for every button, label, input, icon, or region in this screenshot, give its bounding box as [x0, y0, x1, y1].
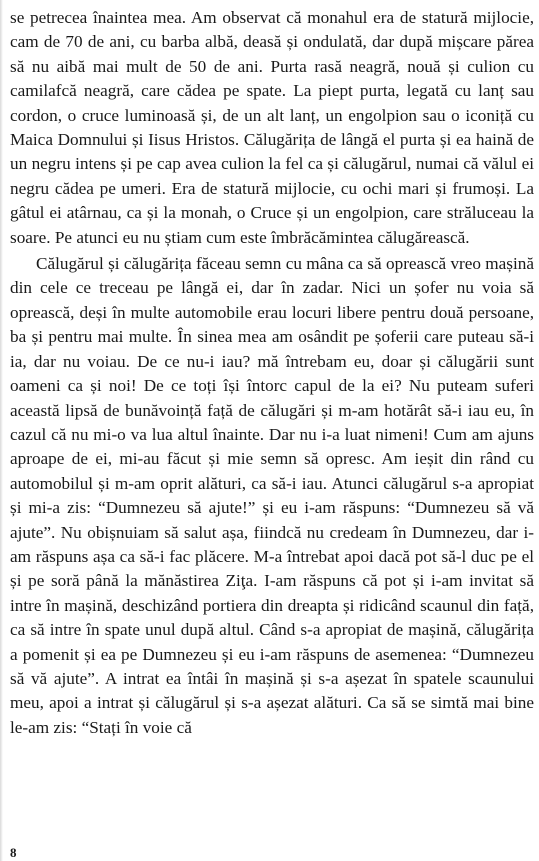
page-number: 8: [10, 845, 17, 860]
paragraph-continuation: se petrecea înaintea mea. Am observat că monahul era de statură mijlocie, cam de 70 de ani, cu barba albă, deasă și ondulată, dar după mișcare părea să nu aibă mai mult de 50 de ani. Purta rasă neagră, nouă și culion cu camilafcă neagră, care cădea pe spate. La piept purta, legată cu lanț sau cordon, o cruce luminoasă și, de un alt lanț, un engolpion sau o iconiță cu Maica Domnului și Iisus Hristos. Călugărița de lângă el purta și ea haină de un negru intens și pe cap avea culion la fel ca și călugărul, numai că vălul ei negru cădea pe umeri. Era de statură mijlocie, cu ochi mari și frumoși. La gâtul ei atârnau, ca și la monah, o Cruce și un engolpion, care străluceau la soare. Pe atunci eu nu știam cum este îmbrăcămintea călugărească.: [10, 8, 534, 247]
body-text: [10, 6, 534, 740]
paragraph-monks-hitchhiking: Călugărul și călugărița făceau semn cu mâna ca să oprească vreo mașină din cele ce treceau pe lângă ei, dar în zadar. Nici un șofer nu voia să oprească, deși în multe automobile erau locuri libere pentru două persoane, ba și pentru mai multe. În sinea mea am osândit pe șoferii care puteau să-i ia, dar nu voiau. De ce nu-i iau? mă întrebam eu, doar și călugării sunt oameni ca și noi! De ce toți își întorc capul de la ei? Nu puteam suferi această lipsă de bunăvoință față de călugări și m-am hotărât să-i iau eu, în cazul că nu mi-o va lua altul înainte. Dar nu i-a luat nimeni! Cum am ajuns aproape de ei, mi-au făcut și mie semn să opresc. Am ieșit din rând cu automobilul și m-am oprit alături, ca să-i iau. Atunci călugărul s-a apropiat și mi-a zis: “Dumnezeu să ajute!” și eu i-am răspuns: “Dumnezeu să vă ajute”. Nu obișnuiam să salut așa, fiindcă nu credeam în Dumnezeu, dar i-am răspuns așa ca să-i fac plăcere. M-a întrebat apoi dacă pot să-l duc pe el și pe soră până la mănăstirea Ziţa. I-am răspuns că pot și i-am invitat să intre în mașină, deschizând portiera din dreapta și ridicând scaunul din față, ca să intre în spate unul după altul. Când s-a apropiat de mașină, călugărița a pomenit și ea pe Dumnezeu și eu i-am răspuns de asemenea: “Dumnezeu să vă ajute”. A intrat ea întâi în mașină și s-a așezat în spatele scaunului meu, apoi a intrat și călugărul și s-a așezat alături. Ca să se simtă mai bine le-am zis: “Stați în voie că: [10, 254, 534, 737]
scan-edge-shadow: [0, 0, 3, 861]
